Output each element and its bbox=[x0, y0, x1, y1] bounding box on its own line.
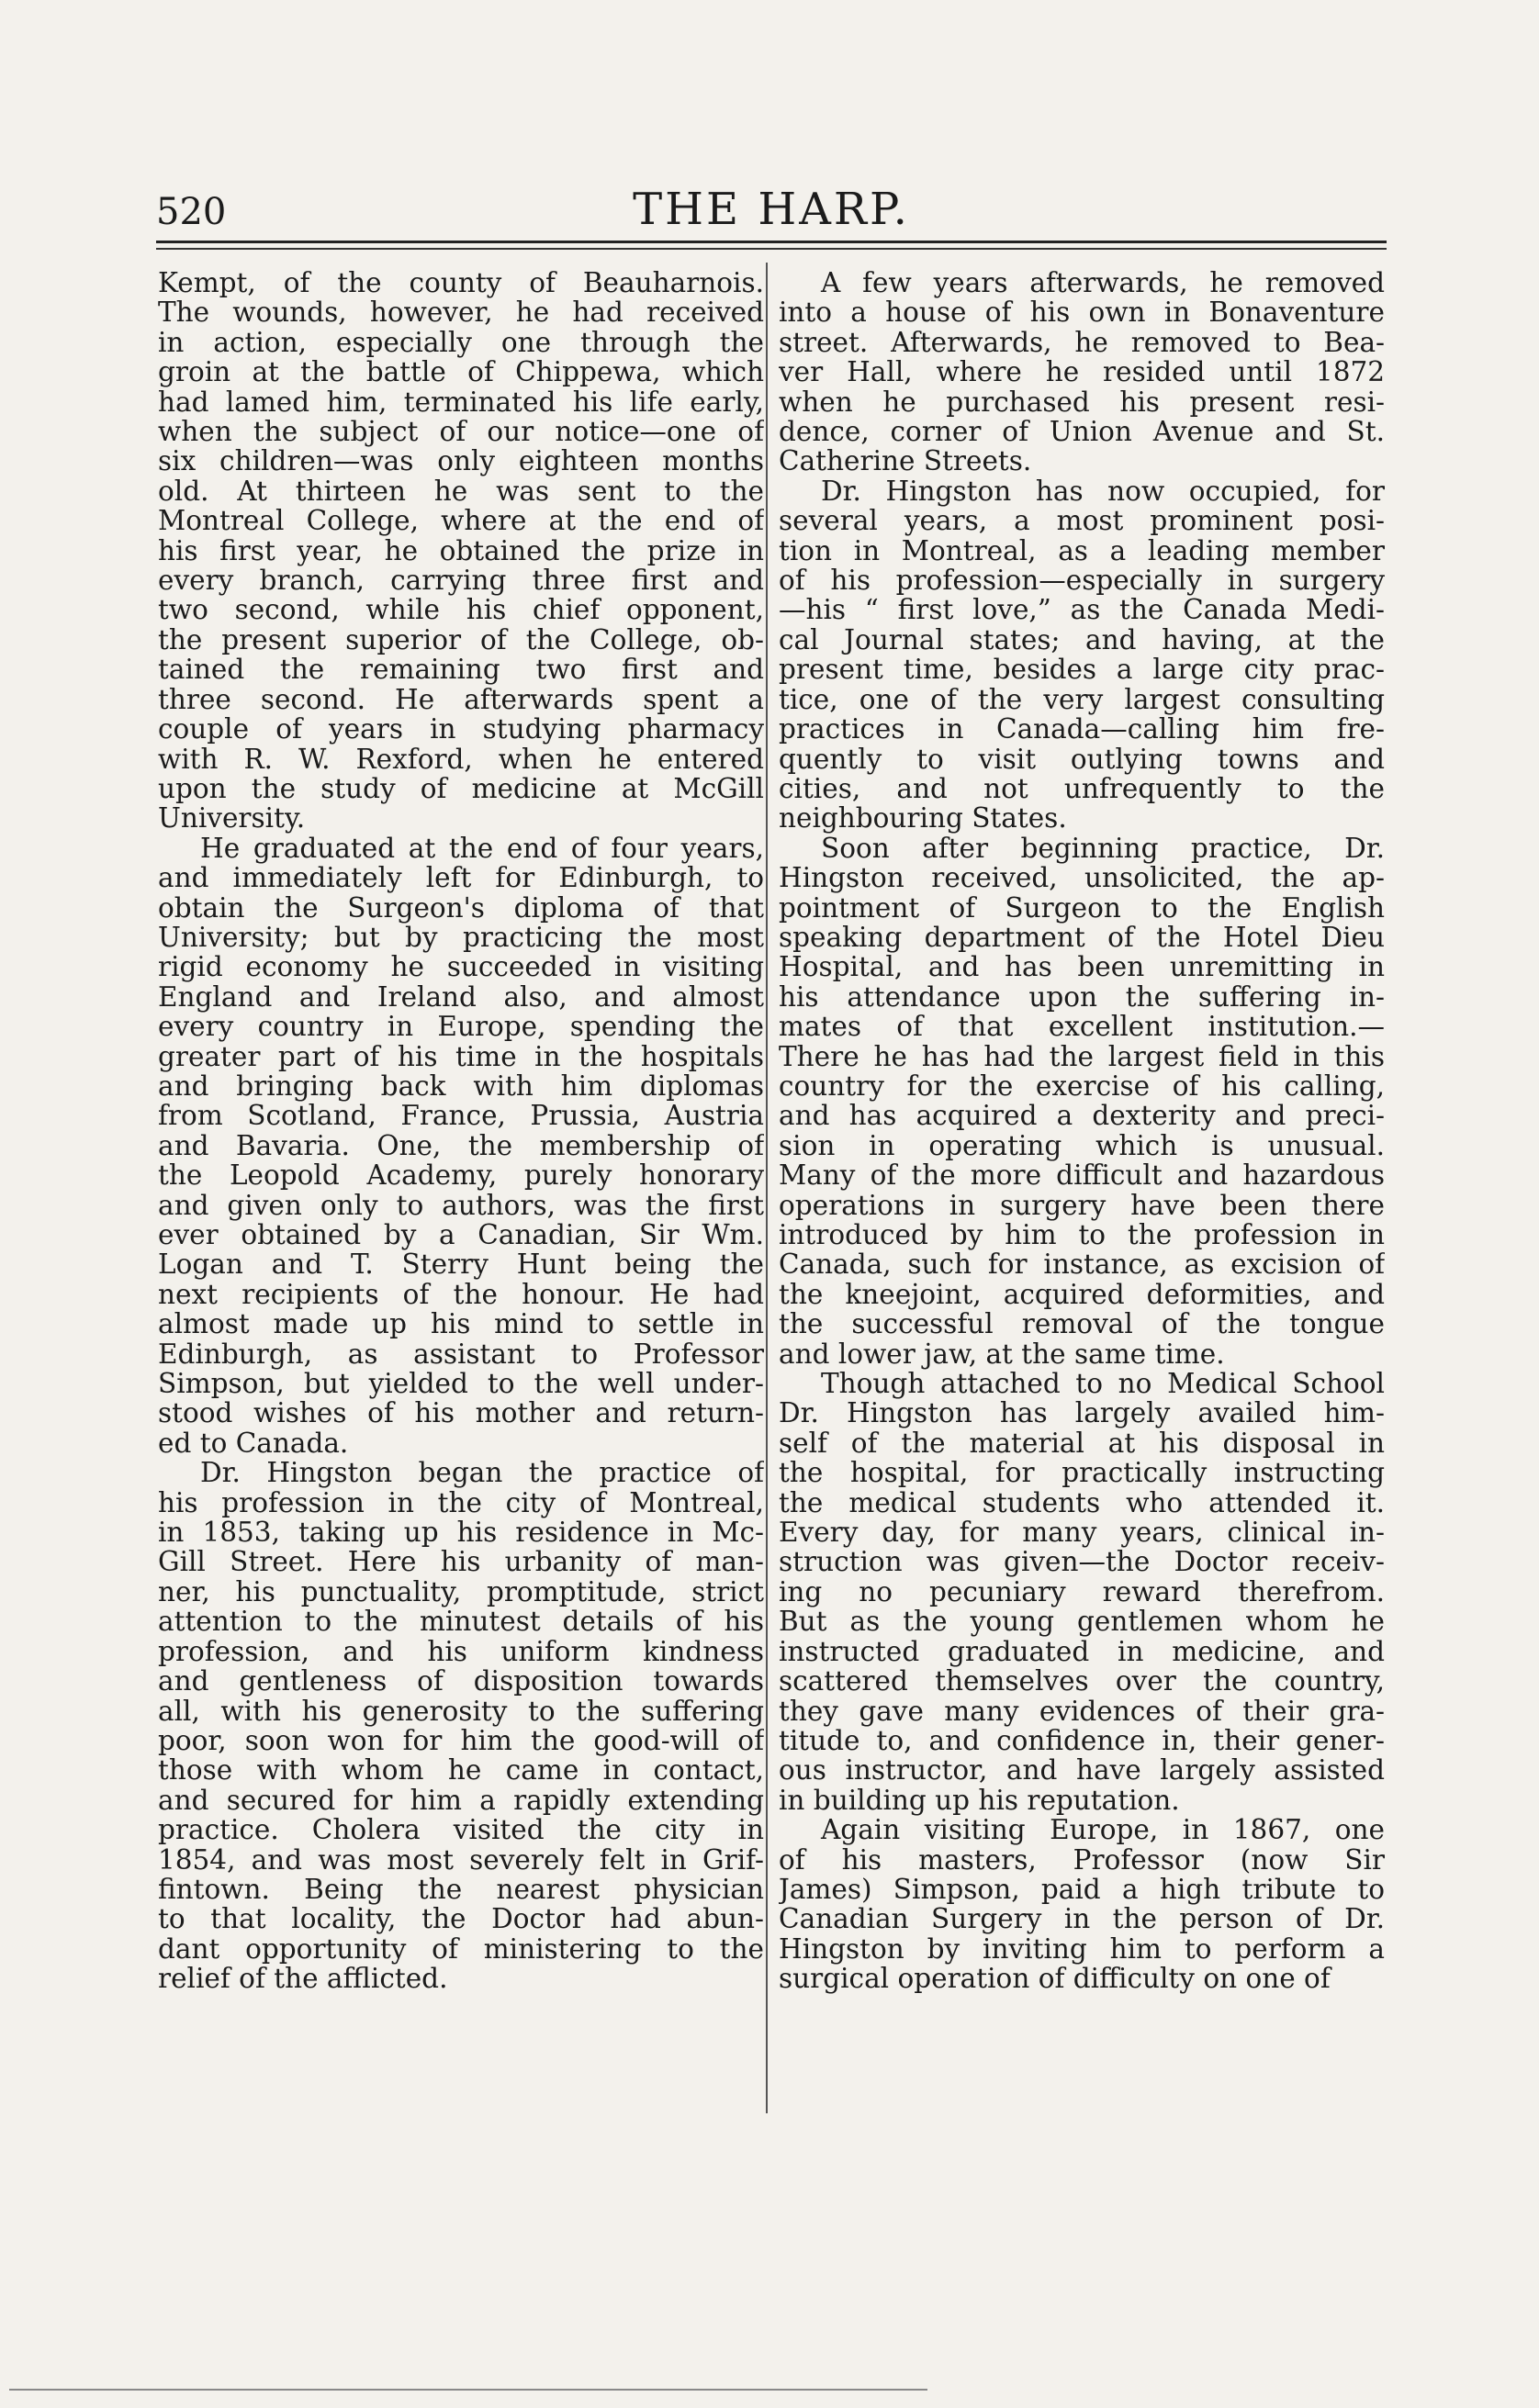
text-line: Simpson, but yielded to the well under- bbox=[158, 1368, 764, 1400]
text-line: present time, besides a large city prac- bbox=[779, 654, 1385, 686]
text-line: and immediately left for Edinburgh, to bbox=[158, 862, 764, 894]
text-line: his attendance upon the suffering in- bbox=[779, 980, 1385, 1013]
text-line: quently to visit outlying towns and bbox=[779, 743, 1385, 775]
text-line: cal Journal states; and having, at the bbox=[779, 623, 1385, 655]
text-line: every country in Europe, spending the bbox=[158, 1011, 764, 1043]
text-line: practices in Canada—calling him fre- bbox=[779, 713, 1385, 745]
text-line: University. bbox=[158, 802, 306, 834]
text-line: rigid economy he succeeded in visiting bbox=[158, 951, 764, 983]
text-line: all, with his generosity to the suffering bbox=[158, 1695, 764, 1727]
text-line: Gill Street. Here his urbanity of man- bbox=[158, 1546, 764, 1578]
text-line: tained the remaining two first and bbox=[158, 654, 764, 686]
text-line: speaking department of the Hotel Dieu bbox=[779, 921, 1385, 953]
text-line: A few years afterwards, he removed bbox=[821, 268, 1385, 298]
text-line: practice. Cholera visited the city in bbox=[158, 1814, 764, 1846]
running-title: THE HARP. bbox=[633, 184, 910, 235]
text-line: his first year, he obtained the prize in bbox=[158, 534, 764, 566]
paragraph bbox=[158, 1458, 764, 1993]
text-line: He graduated at the end of four years, bbox=[200, 832, 764, 864]
header-rule-thin bbox=[156, 248, 1387, 250]
text-line: ous instructor, and have largely assisted bbox=[779, 1754, 1385, 1786]
text-line: relief of the afflicted. bbox=[158, 1963, 448, 1995]
text-line: 1854, and was most severely felt in Grif- bbox=[158, 1843, 764, 1876]
text-line: country for the exercise of his calling, bbox=[779, 1070, 1385, 1102]
text-line: those with whom he came in contact, bbox=[158, 1754, 764, 1786]
text-line: Edinburgh, as assistant to Professor bbox=[158, 1338, 764, 1370]
text-line: instructed graduated in medicine, and bbox=[779, 1635, 1385, 1667]
text-line: and gentleness of disposition towards bbox=[158, 1665, 764, 1697]
text-line: mates of that excellent institution.— bbox=[779, 1011, 1385, 1043]
text-line: every branch, carrying three first and bbox=[158, 565, 764, 597]
text-line: Montreal College, where at the end of bbox=[158, 505, 764, 537]
text-line: stood wishes of his mother and return- bbox=[158, 1397, 764, 1429]
text-line: three second. He afterwards spent a bbox=[158, 683, 764, 715]
text-line: had lamed him, terminated his life early, bbox=[158, 386, 764, 418]
text-line: the successful removal of the tongue bbox=[779, 1308, 1385, 1340]
text-line: Dr. Hingston began the practice of bbox=[200, 1457, 764, 1489]
text-line: upon the study of medicine at McGill bbox=[158, 772, 764, 804]
text-line: into a house of his own in Bonaventure bbox=[779, 297, 1385, 329]
text-line: Dr. Hingston has largely availed him- bbox=[779, 1397, 1385, 1429]
text-line: attention to the minutest details of his bbox=[158, 1606, 764, 1638]
text-line: and secured for him a rapidly extending bbox=[158, 1784, 764, 1816]
text-line: in action, especially one through the bbox=[158, 326, 764, 358]
text-line: several years, a most prominent posi- bbox=[779, 505, 1385, 537]
text-line: scattered themselves over the country, bbox=[779, 1665, 1385, 1697]
text-line: James) Simpson, paid a high tribute to bbox=[779, 1873, 1385, 1905]
paragraph bbox=[779, 1815, 1385, 1993]
text-line: Hingston by inviting him to perform a bbox=[779, 1932, 1385, 1965]
text-line: Canada, such for instance, as excision of bbox=[779, 1249, 1385, 1281]
text-line: the present superior of the College, ob- bbox=[158, 623, 764, 655]
text-line: and bringing back with him diplomas bbox=[158, 1070, 764, 1102]
text-line: ever obtained by a Canadian, Sir Wm. bbox=[158, 1219, 764, 1250]
text-line: six children—was only eighteen months bbox=[158, 445, 764, 477]
text-line: profession, and his uniform kindness bbox=[158, 1635, 764, 1667]
text-line: self of the material at his disposal in bbox=[779, 1427, 1385, 1459]
text-line: dant opportunity of ministering to the bbox=[158, 1932, 764, 1965]
text-line: ed to Canada. bbox=[158, 1427, 349, 1459]
text-line: Logan and T. Sterry Hunt being the bbox=[158, 1249, 764, 1281]
page-header bbox=[156, 184, 1387, 239]
text-line: groin at the battle of Chippewa, which bbox=[158, 356, 764, 388]
page-number: 520 bbox=[156, 191, 227, 233]
text-line: and Bavaria. One, the membership of bbox=[158, 1129, 764, 1161]
text-line: couple of years in studying pharmacy bbox=[158, 713, 764, 745]
text-line: sion in operating which is unusual. bbox=[779, 1129, 1385, 1161]
text-line: and has acquired a dexterity and preci- bbox=[779, 1100, 1385, 1132]
text-line: —his “ first love,” as the Canada Medi- bbox=[779, 594, 1385, 626]
text-line: the medical students who attended it. bbox=[779, 1486, 1385, 1518]
text-line: Every day, for many years, clinical in- bbox=[779, 1517, 1385, 1549]
text-line: the hospital, for practically instructing bbox=[779, 1457, 1385, 1489]
text-line: almost made up his mind to settle in bbox=[158, 1308, 764, 1340]
text-line: Again visiting Europe, in 1867, one bbox=[821, 1814, 1385, 1846]
text-line: Kempt, of the county of Beauharnois. bbox=[158, 268, 764, 298]
text-line: Catherine Streets. bbox=[779, 445, 1032, 477]
text-line: operations in surgery have been there bbox=[779, 1189, 1385, 1221]
text-line: of his profession—especially in surgery bbox=[779, 565, 1385, 597]
text-line: surgical operation of difficulty on one of bbox=[779, 1963, 1331, 1995]
text-line: in building up his reputation. bbox=[779, 1784, 1180, 1816]
text-line: ner, his punctuality, promptitude, strict bbox=[158, 1575, 764, 1607]
text-line: fintown. Being the nearest physician bbox=[158, 1873, 764, 1905]
text-line: greater part of his time in the hospitals bbox=[158, 1040, 764, 1072]
text-line: Hospital, and has been unremitting in bbox=[779, 951, 1385, 983]
text-line: dence, corner of Union Avenue and St. bbox=[779, 416, 1385, 448]
text-line: England and Ireland also, and almost bbox=[158, 980, 764, 1013]
paragraph bbox=[158, 834, 764, 1459]
text-line: from Scotland, France, Prussia, Austria bbox=[158, 1100, 764, 1132]
paragraph bbox=[779, 268, 1385, 476]
text-line: when the subject of our notice—one of bbox=[158, 416, 764, 448]
text-line: struction was given—the Doctor receiv- bbox=[779, 1546, 1385, 1578]
paragraph bbox=[779, 476, 1385, 834]
text-line: Dr. Hingston has now occupied, for bbox=[821, 475, 1385, 507]
text-line: Hingston received, unsolicited, the ap- bbox=[779, 862, 1385, 894]
text-line: and given only to authors, was the first bbox=[158, 1189, 764, 1221]
text-line: when he purchased his present resi- bbox=[779, 386, 1385, 418]
text-line: to that locality, the Doctor had abun- bbox=[158, 1903, 764, 1935]
text-line: cities, and not unfrequently to the bbox=[779, 772, 1385, 804]
text-line: obtain the Surgeon's diploma of that bbox=[158, 891, 764, 924]
left-column bbox=[158, 268, 764, 2122]
text-line: Many of the more difficult and hazardous bbox=[779, 1159, 1385, 1192]
text-line: titude to, and confidence in, their gener- bbox=[779, 1724, 1385, 1756]
paragraph bbox=[779, 1369, 1385, 1815]
text-line: But as the young gentlemen whom he bbox=[779, 1606, 1385, 1638]
text-line: There he has had the largest field in this bbox=[779, 1040, 1385, 1072]
text-line: ver Hall, where he resided until 1872 bbox=[779, 356, 1385, 388]
text-line: introduced by him to the profession in bbox=[779, 1219, 1385, 1250]
text-line: the kneejoint, acquired deformities, and bbox=[779, 1278, 1385, 1310]
text-line: ing no pecuniary reward therefrom. bbox=[779, 1575, 1385, 1607]
text-line: two second, while his chief opponent, bbox=[158, 594, 764, 626]
text-line: Though attached to no Medical School bbox=[821, 1368, 1385, 1400]
text-line: poor, soon won for him the good-will of bbox=[158, 1724, 764, 1756]
text-line: The wounds, however, he had received bbox=[158, 297, 764, 329]
text-line: of his masters, Professor (now Sir bbox=[779, 1843, 1385, 1876]
column-divider bbox=[766, 263, 768, 2113]
text-line: neighbouring States. bbox=[779, 802, 1067, 834]
text-line: Soon after beginning practice, Dr. bbox=[821, 832, 1385, 864]
text-line: tion in Montreal, as a leading member bbox=[779, 534, 1385, 566]
paragraph bbox=[158, 268, 764, 834]
text-line: next recipients of the honour. He had bbox=[158, 1278, 764, 1310]
text-line: they gave many evidences of their gra- bbox=[779, 1695, 1385, 1727]
right-column bbox=[779, 268, 1385, 2122]
text-line: with R. W. Rexford, when he entered bbox=[158, 743, 764, 775]
text-line: in 1853, taking up his residence in Mc- bbox=[158, 1517, 764, 1549]
header-rule-thick bbox=[156, 241, 1387, 243]
text-line: tice, one of the very largest consulting bbox=[779, 683, 1385, 715]
text-line: Canadian Surgery in the person of Dr. bbox=[779, 1903, 1385, 1935]
text-line: the Leopold Academy, purely honorary bbox=[158, 1159, 764, 1192]
text-line: street. Afterwards, he removed to Bea- bbox=[779, 326, 1385, 358]
bottom-edge-rule bbox=[9, 2389, 927, 2391]
text-line: pointment of Surgeon to the English bbox=[779, 891, 1385, 924]
text-line: his profession in the city of Montreal, bbox=[158, 1486, 764, 1518]
text-line: and lower jaw, at the same time. bbox=[779, 1338, 1225, 1370]
text-line: old. At thirteen he was sent to the bbox=[158, 475, 764, 507]
paragraph bbox=[779, 834, 1385, 1369]
text-line: University; but by practicing the most bbox=[158, 921, 764, 953]
